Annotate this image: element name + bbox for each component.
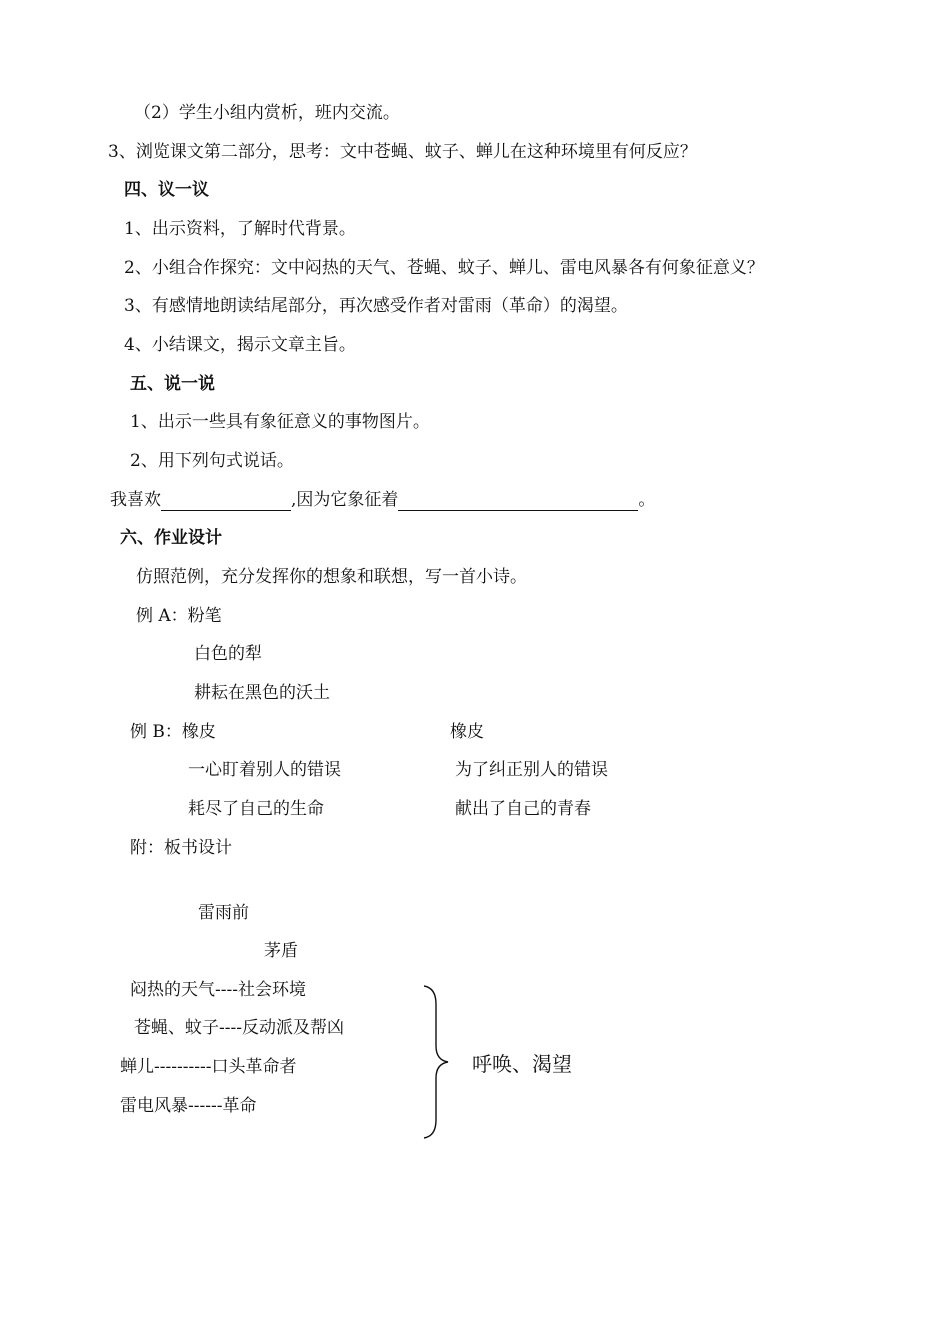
text-line: 3、浏览课文第二部分，思考：文中苍蝇、蚊子、蝉儿在这种环境里有何反应？ [108,142,697,162]
right-brace-icon [418,982,452,1142]
text-line: 1、出示资料，了解时代背景。 [124,219,356,239]
fill-blank-1 [161,490,291,511]
text-line: 2、用下列句式说话。 [130,451,294,471]
poem-line: 白色的犁 [194,644,262,664]
board-summary: 呼唤、渴望 [472,1052,572,1076]
fill-text-c: 。 [638,490,656,510]
board-item: 闷热的天气----社会环境 [130,980,306,1000]
text-line: 4、小结课文，揭示文章主旨。 [124,335,356,355]
fill-text-a: 我喜欢 [110,490,161,510]
poem-line: 耗尽了自己的生命 [188,799,324,819]
text-line: 1、出示一些具有象征意义的事物图片。 [130,412,430,432]
text-line: 3、有感情地朗读结尾部分，再次感受作者对雷雨（革命）的渴望。 [124,296,628,316]
section-heading: 六、作业设计 [120,528,222,548]
board-item: 雷电风暴------革命 [120,1096,257,1116]
fill-text-b: ,因为它象征着 [291,490,399,510]
section-heading: 五、说一说 [130,374,215,394]
appendix-label: 附：板书设计 [130,838,232,858]
poem-line: 橡皮 [450,722,484,742]
example-label: 例 B：橡皮 [130,722,216,742]
section-heading: 四、议一议 [124,180,209,200]
text-line: 仿照范例，充分发挥你的想象和联想，写一首小诗。 [136,567,527,587]
board-item: 苍蝇、蚊子----反动派及帮凶 [134,1018,344,1038]
board-title: 雷雨前 [198,903,249,923]
fill-in-sentence [110,489,655,511]
text-line: 2、小组合作探究：文中闷热的天气、苍蝇、蚊子、蝉儿、雷电风暴各有何象征意义？ [124,258,764,278]
poem-line: 献出了自己的青春 [455,799,591,819]
poem-line: 为了纠正别人的错误 [455,760,608,780]
example-label: 例 A：粉笔 [136,606,222,626]
poem-line: 一心盯着别人的错误 [188,760,341,780]
board-author: 茅盾 [264,941,298,961]
poem-line: 耕耘在黑色的沃土 [194,683,330,703]
fill-blank-2 [398,490,638,511]
board-item: 蝉儿----------口头革命者 [120,1057,297,1077]
text-line: （2）学生小组内赏析，班内交流。 [134,103,400,123]
